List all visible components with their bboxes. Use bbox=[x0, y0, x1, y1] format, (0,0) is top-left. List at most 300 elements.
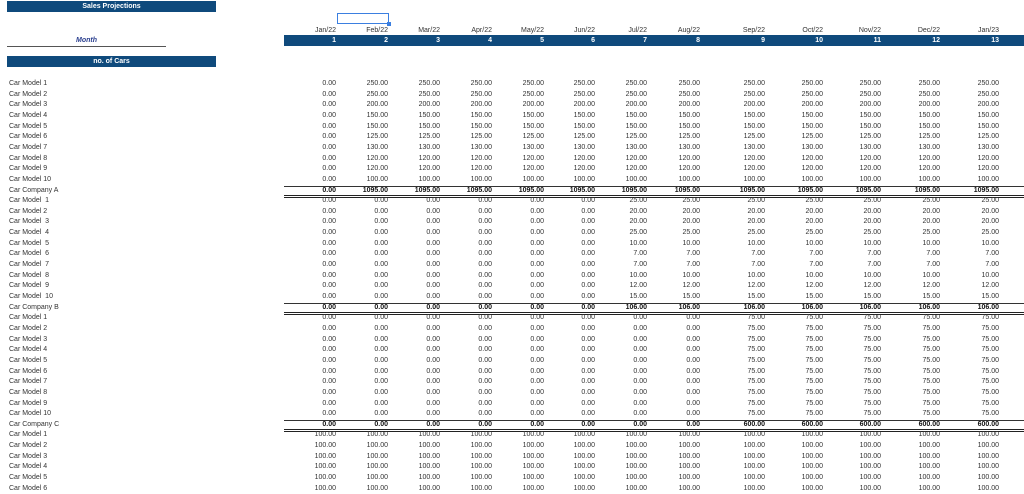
value-cell[interactable]: 20.00 bbox=[863, 207, 881, 215]
value-cell[interactable]: 100.00 bbox=[573, 463, 595, 471]
value-cell[interactable]: 0.00 bbox=[374, 218, 388, 226]
month-header-cell[interactable]: Jan/23 bbox=[977, 27, 999, 34]
value-cell[interactable]: 250.00 bbox=[625, 90, 647, 98]
value-cell[interactable]: 0.00 bbox=[530, 324, 544, 332]
value-cell[interactable]: 7.00 bbox=[686, 250, 700, 258]
value-cell[interactable]: 100.00 bbox=[573, 484, 595, 492]
value-cell[interactable]: 100.00 bbox=[366, 484, 388, 492]
value-cell[interactable]: 7.00 bbox=[809, 250, 823, 258]
value-cell[interactable]: 100.00 bbox=[470, 175, 492, 183]
model-label[interactable]: Car Model 7 bbox=[9, 143, 48, 151]
value-cell[interactable]: 120.00 bbox=[522, 154, 544, 162]
model-label[interactable]: Car Model 5 bbox=[9, 122, 48, 130]
model-label[interactable]: Car Model 3 bbox=[9, 218, 50, 226]
value-cell[interactable]: 106.00 bbox=[977, 303, 999, 311]
period-number-cell[interactable]: 8 bbox=[696, 37, 700, 44]
value-cell[interactable]: 100.00 bbox=[801, 175, 823, 183]
value-cell[interactable]: 0.00 bbox=[426, 356, 440, 364]
value-cell[interactable]: 0.00 bbox=[374, 378, 388, 386]
value-cell[interactable]: 12.00 bbox=[981, 282, 999, 290]
value-cell[interactable]: 100.00 bbox=[418, 442, 440, 450]
model-label[interactable]: Car Model 2 bbox=[9, 324, 48, 332]
selected-cell[interactable] bbox=[337, 13, 389, 24]
value-cell[interactable]: 100.00 bbox=[859, 452, 881, 460]
value-cell[interactable]: 75.00 bbox=[981, 335, 999, 343]
model-label[interactable]: Car Model 1 bbox=[9, 314, 48, 322]
month-header-cell[interactable]: Feb/22 bbox=[366, 27, 388, 34]
value-cell[interactable]: 150.00 bbox=[418, 111, 440, 119]
value-cell[interactable]: 0.00 bbox=[478, 197, 492, 205]
value-cell[interactable]: 0.00 bbox=[322, 303, 336, 311]
value-cell[interactable]: 130.00 bbox=[470, 143, 492, 151]
value-cell[interactable]: 75.00 bbox=[863, 346, 881, 354]
value-cell[interactable]: 0.00 bbox=[530, 388, 544, 396]
model-label[interactable]: Car Model 1 bbox=[9, 431, 48, 439]
value-cell[interactable]: 200.00 bbox=[743, 101, 765, 109]
value-cell[interactable]: 0.00 bbox=[478, 367, 492, 375]
value-cell[interactable]: 120.00 bbox=[678, 165, 700, 173]
value-cell[interactable]: 250.00 bbox=[859, 80, 881, 87]
value-cell[interactable]: 100.00 bbox=[918, 484, 940, 492]
value-cell[interactable]: 75.00 bbox=[922, 378, 940, 386]
value-cell[interactable]: 10.00 bbox=[922, 239, 940, 247]
value-cell[interactable]: 75.00 bbox=[863, 356, 881, 364]
value-cell[interactable]: 0.00 bbox=[686, 335, 700, 343]
value-cell[interactable]: 120.00 bbox=[573, 154, 595, 162]
value-cell[interactable]: 0.00 bbox=[322, 335, 336, 343]
value-cell[interactable]: 75.00 bbox=[922, 399, 940, 407]
value-cell[interactable]: 0.00 bbox=[581, 314, 595, 322]
value-cell[interactable]: 75.00 bbox=[805, 335, 823, 343]
value-cell[interactable]: 75.00 bbox=[805, 367, 823, 375]
value-cell[interactable]: 25.00 bbox=[629, 197, 647, 205]
value-cell[interactable]: 125.00 bbox=[801, 133, 823, 141]
value-cell[interactable]: 100.00 bbox=[573, 442, 595, 450]
value-cell[interactable]: 75.00 bbox=[981, 356, 999, 364]
month-header-cell[interactable]: Jan/22 bbox=[314, 27, 336, 34]
value-cell[interactable]: 250.00 bbox=[522, 90, 544, 98]
value-cell[interactable]: 10.00 bbox=[682, 271, 700, 279]
value-cell[interactable]: 75.00 bbox=[805, 346, 823, 354]
value-cell[interactable]: 0.00 bbox=[581, 229, 595, 237]
value-cell[interactable]: 0.00 bbox=[633, 335, 647, 343]
value-cell[interactable]: 0.00 bbox=[581, 388, 595, 396]
value-cell[interactable]: 75.00 bbox=[747, 367, 765, 375]
value-cell[interactable]: 20.00 bbox=[805, 218, 823, 226]
model-label[interactable]: Car Model 5 bbox=[9, 474, 48, 482]
value-cell[interactable]: 120.00 bbox=[743, 154, 765, 162]
value-cell[interactable]: 600.00 bbox=[801, 420, 823, 428]
value-cell[interactable]: 0.00 bbox=[322, 175, 336, 183]
value-cell[interactable]: 150.00 bbox=[470, 111, 492, 119]
value-cell[interactable]: 10.00 bbox=[682, 239, 700, 247]
value-cell[interactable]: 100.00 bbox=[366, 175, 388, 183]
value-cell[interactable]: 100.00 bbox=[743, 452, 765, 460]
value-cell[interactable]: 0.00 bbox=[478, 218, 492, 226]
value-cell[interactable]: 250.00 bbox=[470, 80, 492, 87]
value-cell[interactable]: 0.00 bbox=[322, 293, 336, 300]
value-cell[interactable]: 100.00 bbox=[743, 431, 765, 439]
value-cell[interactable]: 0.00 bbox=[322, 314, 336, 322]
value-cell[interactable]: 100.00 bbox=[625, 175, 647, 183]
value-cell[interactable]: 0.00 bbox=[686, 324, 700, 332]
model-label[interactable]: Car Model 6 bbox=[9, 484, 48, 492]
value-cell[interactable]: 150.00 bbox=[470, 122, 492, 130]
value-cell[interactable]: 150.00 bbox=[918, 122, 940, 130]
value-cell[interactable]: 0.00 bbox=[374, 207, 388, 215]
value-cell[interactable]: 25.00 bbox=[747, 197, 765, 205]
value-cell[interactable]: 75.00 bbox=[747, 335, 765, 343]
value-cell[interactable]: 0.00 bbox=[426, 420, 440, 428]
model-label[interactable]: Car Model 7 bbox=[9, 378, 48, 386]
value-cell[interactable]: 12.00 bbox=[863, 282, 881, 290]
value-cell[interactable]: 120.00 bbox=[918, 165, 940, 173]
value-cell[interactable]: 0.00 bbox=[478, 399, 492, 407]
value-cell[interactable]: 0.00 bbox=[478, 410, 492, 418]
value-cell[interactable]: 75.00 bbox=[863, 367, 881, 375]
value-cell[interactable]: 100.00 bbox=[418, 484, 440, 492]
value-cell[interactable]: 100.00 bbox=[314, 463, 336, 471]
month-header-cell[interactable]: Jun/22 bbox=[573, 27, 595, 34]
value-cell[interactable]: 0.00 bbox=[530, 356, 544, 364]
value-cell[interactable]: 0.00 bbox=[581, 271, 595, 279]
value-cell[interactable]: 100.00 bbox=[918, 474, 940, 482]
value-cell[interactable]: 25.00 bbox=[981, 197, 999, 205]
value-cell[interactable]: 0.00 bbox=[374, 293, 388, 300]
value-cell[interactable]: 100.00 bbox=[625, 442, 647, 450]
value-cell[interactable]: 130.00 bbox=[859, 143, 881, 151]
value-cell[interactable]: 0.00 bbox=[478, 282, 492, 290]
value-cell[interactable]: 0.00 bbox=[581, 282, 595, 290]
value-cell[interactable]: 0.00 bbox=[478, 207, 492, 215]
value-cell[interactable]: 150.00 bbox=[522, 122, 544, 130]
value-cell[interactable]: 0.00 bbox=[426, 282, 440, 290]
value-cell[interactable]: 75.00 bbox=[805, 324, 823, 332]
value-cell[interactable]: 200.00 bbox=[859, 101, 881, 109]
value-cell[interactable]: 7.00 bbox=[751, 261, 765, 269]
value-cell[interactable]: 106.00 bbox=[625, 303, 647, 311]
value-cell[interactable]: 0.00 bbox=[426, 367, 440, 375]
value-cell[interactable]: 75.00 bbox=[922, 314, 940, 322]
value-cell[interactable]: 10.00 bbox=[805, 239, 823, 247]
value-cell[interactable]: 120.00 bbox=[977, 154, 999, 162]
value-cell[interactable]: 0.00 bbox=[581, 261, 595, 269]
value-cell[interactable]: 75.00 bbox=[747, 324, 765, 332]
value-cell[interactable]: 0.00 bbox=[530, 229, 544, 237]
value-cell[interactable]: 10.00 bbox=[981, 239, 999, 247]
value-cell[interactable]: 7.00 bbox=[985, 250, 999, 258]
value-cell[interactable]: 100.00 bbox=[977, 484, 999, 492]
value-cell[interactable]: 0.00 bbox=[478, 388, 492, 396]
value-cell[interactable]: 250.00 bbox=[678, 80, 700, 87]
value-cell[interactable]: 0.00 bbox=[374, 229, 388, 237]
value-cell[interactable]: 0.00 bbox=[426, 293, 440, 300]
value-cell[interactable]: 100.00 bbox=[918, 442, 940, 450]
value-cell[interactable]: 106.00 bbox=[743, 303, 765, 311]
month-header-cell[interactable]: Apr/22 bbox=[471, 27, 492, 34]
value-cell[interactable]: 100.00 bbox=[859, 175, 881, 183]
value-cell[interactable]: 0.00 bbox=[530, 282, 544, 290]
model-label[interactable]: Car Model 7 bbox=[9, 261, 50, 269]
value-cell[interactable]: 75.00 bbox=[922, 388, 940, 396]
value-cell[interactable]: 250.00 bbox=[801, 80, 823, 87]
value-cell[interactable]: 150.00 bbox=[977, 122, 999, 130]
value-cell[interactable]: 130.00 bbox=[743, 143, 765, 151]
value-cell[interactable]: 25.00 bbox=[981, 229, 999, 237]
value-cell[interactable]: 75.00 bbox=[863, 378, 881, 386]
value-cell[interactable]: 0.00 bbox=[426, 239, 440, 247]
value-cell[interactable]: 150.00 bbox=[522, 111, 544, 119]
value-cell[interactable]: 0.00 bbox=[322, 356, 336, 364]
value-cell[interactable]: 0.00 bbox=[322, 250, 336, 258]
value-cell[interactable]: 75.00 bbox=[863, 335, 881, 343]
value-cell[interactable]: 150.00 bbox=[801, 111, 823, 119]
value-cell[interactable]: 120.00 bbox=[801, 165, 823, 173]
value-cell[interactable]: 125.00 bbox=[859, 133, 881, 141]
value-cell[interactable]: 0.00 bbox=[633, 399, 647, 407]
value-cell[interactable]: 0.00 bbox=[530, 420, 544, 428]
value-cell[interactable]: 150.00 bbox=[918, 111, 940, 119]
value-cell[interactable]: 250.00 bbox=[418, 90, 440, 98]
value-cell[interactable]: 100.00 bbox=[418, 452, 440, 460]
period-number-cell[interactable]: 13 bbox=[991, 37, 999, 44]
value-cell[interactable]: 100.00 bbox=[522, 474, 544, 482]
value-cell[interactable]: 75.00 bbox=[747, 399, 765, 407]
value-cell[interactable]: 0.00 bbox=[581, 399, 595, 407]
value-cell[interactable]: 100.00 bbox=[573, 474, 595, 482]
value-cell[interactable]: 100.00 bbox=[859, 431, 881, 439]
value-cell[interactable]: 0.00 bbox=[581, 239, 595, 247]
value-cell[interactable]: 150.00 bbox=[859, 122, 881, 130]
value-cell[interactable]: 150.00 bbox=[678, 111, 700, 119]
value-cell[interactable]: 0.00 bbox=[530, 218, 544, 226]
value-cell[interactable]: 0.00 bbox=[426, 303, 440, 311]
value-cell[interactable]: 100.00 bbox=[470, 452, 492, 460]
value-cell[interactable]: 12.00 bbox=[805, 282, 823, 290]
value-cell[interactable]: 0.00 bbox=[478, 420, 492, 428]
value-cell[interactable]: 100.00 bbox=[678, 442, 700, 450]
model-label[interactable]: Car Model 9 bbox=[9, 399, 48, 407]
value-cell[interactable]: 100.00 bbox=[366, 463, 388, 471]
value-cell[interactable]: 0.00 bbox=[374, 356, 388, 364]
value-cell[interactable]: 600.00 bbox=[743, 420, 765, 428]
value-cell[interactable]: 1095.00 bbox=[855, 186, 881, 194]
value-cell[interactable]: 100.00 bbox=[522, 442, 544, 450]
value-cell[interactable]: 100.00 bbox=[859, 463, 881, 471]
value-cell[interactable]: 0.00 bbox=[478, 239, 492, 247]
model-label[interactable]: Car Model 1 bbox=[9, 197, 50, 205]
value-cell[interactable]: 7.00 bbox=[809, 261, 823, 269]
value-cell[interactable]: 0.00 bbox=[322, 346, 336, 354]
value-cell[interactable]: 15.00 bbox=[805, 293, 823, 300]
value-cell[interactable]: 120.00 bbox=[418, 165, 440, 173]
value-cell[interactable]: 250.00 bbox=[977, 80, 999, 87]
value-cell[interactable]: 250.00 bbox=[573, 90, 595, 98]
period-number-cell[interactable]: 2 bbox=[384, 37, 388, 44]
value-cell[interactable]: 0.00 bbox=[581, 367, 595, 375]
value-cell[interactable]: 0.00 bbox=[426, 324, 440, 332]
value-cell[interactable]: 120.00 bbox=[625, 154, 647, 162]
model-label[interactable]: Car Model 9 bbox=[9, 282, 50, 290]
value-cell[interactable]: 100.00 bbox=[573, 175, 595, 183]
value-cell[interactable]: 100.00 bbox=[366, 442, 388, 450]
value-cell[interactable]: 100.00 bbox=[470, 484, 492, 492]
value-cell[interactable]: 25.00 bbox=[863, 229, 881, 237]
value-cell[interactable]: 0.00 bbox=[374, 367, 388, 375]
value-cell[interactable]: 250.00 bbox=[573, 80, 595, 87]
value-cell[interactable]: 100.00 bbox=[522, 463, 544, 471]
value-cell[interactable]: 125.00 bbox=[918, 133, 940, 141]
value-cell[interactable]: 250.00 bbox=[366, 90, 388, 98]
value-cell[interactable]: 200.00 bbox=[366, 101, 388, 109]
value-cell[interactable]: 7.00 bbox=[926, 261, 940, 269]
model-label[interactable]: Car Model 3 bbox=[9, 101, 48, 109]
value-cell[interactable]: 75.00 bbox=[981, 410, 999, 418]
value-cell[interactable]: 100.00 bbox=[918, 431, 940, 439]
value-cell[interactable]: 0.00 bbox=[633, 314, 647, 322]
month-header-cell[interactable]: Sep/22 bbox=[742, 27, 765, 34]
value-cell[interactable]: 75.00 bbox=[981, 388, 999, 396]
value-cell[interactable]: 0.00 bbox=[478, 314, 492, 322]
value-cell[interactable]: 7.00 bbox=[867, 250, 881, 258]
value-cell[interactable]: 120.00 bbox=[801, 154, 823, 162]
value-cell[interactable]: 0.00 bbox=[322, 229, 336, 237]
value-cell[interactable]: 250.00 bbox=[366, 80, 388, 87]
value-cell[interactable]: 100.00 bbox=[859, 442, 881, 450]
value-cell[interactable]: 0.00 bbox=[322, 271, 336, 279]
value-cell[interactable]: 0.00 bbox=[633, 388, 647, 396]
value-cell[interactable]: 20.00 bbox=[747, 218, 765, 226]
value-cell[interactable]: 0.00 bbox=[322, 197, 336, 205]
value-cell[interactable]: 0.00 bbox=[530, 207, 544, 215]
value-cell[interactable]: 0.00 bbox=[478, 378, 492, 386]
value-cell[interactable]: 200.00 bbox=[418, 101, 440, 109]
value-cell[interactable]: 0.00 bbox=[633, 410, 647, 418]
month-header-cell[interactable]: May/22 bbox=[521, 27, 544, 34]
value-cell[interactable]: 10.00 bbox=[747, 239, 765, 247]
value-cell[interactable]: 100.00 bbox=[977, 452, 999, 460]
value-cell[interactable]: 0.00 bbox=[478, 229, 492, 237]
value-cell[interactable]: 7.00 bbox=[985, 261, 999, 269]
value-cell[interactable]: 100.00 bbox=[678, 463, 700, 471]
value-cell[interactable]: 0.00 bbox=[530, 261, 544, 269]
value-cell[interactable]: 20.00 bbox=[682, 207, 700, 215]
value-cell[interactable]: 0.00 bbox=[426, 388, 440, 396]
model-label[interactable]: Car Model 3 bbox=[9, 452, 48, 460]
value-cell[interactable]: 0.00 bbox=[374, 410, 388, 418]
value-cell[interactable]: 1095.00 bbox=[362, 186, 388, 194]
value-cell[interactable]: 20.00 bbox=[747, 207, 765, 215]
value-cell[interactable]: 1095.00 bbox=[518, 186, 544, 194]
value-cell[interactable]: 100.00 bbox=[801, 431, 823, 439]
value-cell[interactable]: 75.00 bbox=[922, 356, 940, 364]
value-cell[interactable]: 75.00 bbox=[863, 324, 881, 332]
value-cell[interactable]: 100.00 bbox=[859, 484, 881, 492]
value-cell[interactable]: 100.00 bbox=[678, 452, 700, 460]
value-cell[interactable]: 100.00 bbox=[977, 463, 999, 471]
value-cell[interactable]: 20.00 bbox=[922, 218, 940, 226]
value-cell[interactable]: 100.00 bbox=[314, 431, 336, 439]
value-cell[interactable]: 0.00 bbox=[530, 346, 544, 354]
value-cell[interactable]: 0.00 bbox=[633, 420, 647, 428]
value-cell[interactable]: 1095.00 bbox=[466, 186, 492, 194]
value-cell[interactable]: 20.00 bbox=[682, 218, 700, 226]
value-cell[interactable]: 250.00 bbox=[678, 90, 700, 98]
value-cell[interactable]: 1095.00 bbox=[569, 186, 595, 194]
value-cell[interactable]: 75.00 bbox=[981, 324, 999, 332]
value-cell[interactable]: 250.00 bbox=[859, 90, 881, 98]
value-cell[interactable]: 120.00 bbox=[977, 165, 999, 173]
value-cell[interactable]: 0.00 bbox=[530, 314, 544, 322]
value-cell[interactable]: 0.00 bbox=[581, 207, 595, 215]
value-cell[interactable]: 75.00 bbox=[747, 356, 765, 364]
value-cell[interactable]: 25.00 bbox=[747, 229, 765, 237]
value-cell[interactable]: 600.00 bbox=[977, 420, 999, 428]
value-cell[interactable]: 100.00 bbox=[314, 484, 336, 492]
value-cell[interactable]: 100.00 bbox=[977, 442, 999, 450]
value-cell[interactable]: 75.00 bbox=[922, 324, 940, 332]
value-cell[interactable]: 25.00 bbox=[805, 229, 823, 237]
value-cell[interactable]: 25.00 bbox=[805, 197, 823, 205]
value-cell[interactable]: 25.00 bbox=[863, 197, 881, 205]
value-cell[interactable]: 100.00 bbox=[470, 442, 492, 450]
model-label[interactable]: Car Model 10 bbox=[9, 293, 53, 300]
value-cell[interactable]: 0.00 bbox=[374, 250, 388, 258]
value-cell[interactable]: 0.00 bbox=[686, 388, 700, 396]
value-cell[interactable]: 0.00 bbox=[530, 410, 544, 418]
value-cell[interactable]: 0.00 bbox=[426, 229, 440, 237]
value-cell[interactable]: 100.00 bbox=[801, 474, 823, 482]
value-cell[interactable]: 200.00 bbox=[918, 101, 940, 109]
value-cell[interactable]: 0.00 bbox=[478, 261, 492, 269]
value-cell[interactable]: 120.00 bbox=[859, 165, 881, 173]
value-cell[interactable]: 120.00 bbox=[366, 154, 388, 162]
value-cell[interactable]: 125.00 bbox=[366, 133, 388, 141]
value-cell[interactable]: 7.00 bbox=[867, 261, 881, 269]
value-cell[interactable]: 100.00 bbox=[625, 431, 647, 439]
value-cell[interactable]: 20.00 bbox=[981, 218, 999, 226]
value-cell[interactable]: 100.00 bbox=[522, 175, 544, 183]
value-cell[interactable]: 10.00 bbox=[981, 271, 999, 279]
value-cell[interactable]: 150.00 bbox=[573, 122, 595, 130]
value-cell[interactable]: 100.00 bbox=[470, 431, 492, 439]
value-cell[interactable]: 100.00 bbox=[977, 474, 999, 482]
value-cell[interactable]: 100.00 bbox=[859, 474, 881, 482]
value-cell[interactable]: 0.00 bbox=[478, 356, 492, 364]
period-number-cell[interactable]: 6 bbox=[591, 37, 595, 44]
value-cell[interactable]: 0.00 bbox=[322, 378, 336, 386]
value-cell[interactable]: 120.00 bbox=[418, 154, 440, 162]
value-cell[interactable]: 130.00 bbox=[418, 143, 440, 151]
value-cell[interactable]: 200.00 bbox=[801, 101, 823, 109]
value-cell[interactable]: 75.00 bbox=[863, 388, 881, 396]
period-number-cell[interactable]: 5 bbox=[540, 37, 544, 44]
value-cell[interactable]: 0.00 bbox=[322, 420, 336, 428]
value-cell[interactable]: 75.00 bbox=[863, 399, 881, 407]
value-cell[interactable]: 100.00 bbox=[314, 474, 336, 482]
model-label[interactable]: Car Model 6 bbox=[9, 133, 48, 141]
value-cell[interactable]: 120.00 bbox=[573, 165, 595, 173]
value-cell[interactable]: 100.00 bbox=[801, 452, 823, 460]
value-cell[interactable]: 0.00 bbox=[686, 346, 700, 354]
value-cell[interactable]: 250.00 bbox=[743, 80, 765, 87]
model-label[interactable]: Car Model 5 bbox=[9, 239, 50, 247]
period-number-cell[interactable]: 1 bbox=[332, 37, 336, 44]
value-cell[interactable]: 100.00 bbox=[470, 474, 492, 482]
value-cell[interactable]: 0.00 bbox=[374, 197, 388, 205]
period-number-cell[interactable]: 12 bbox=[932, 37, 940, 44]
value-cell[interactable]: 106.00 bbox=[918, 303, 940, 311]
